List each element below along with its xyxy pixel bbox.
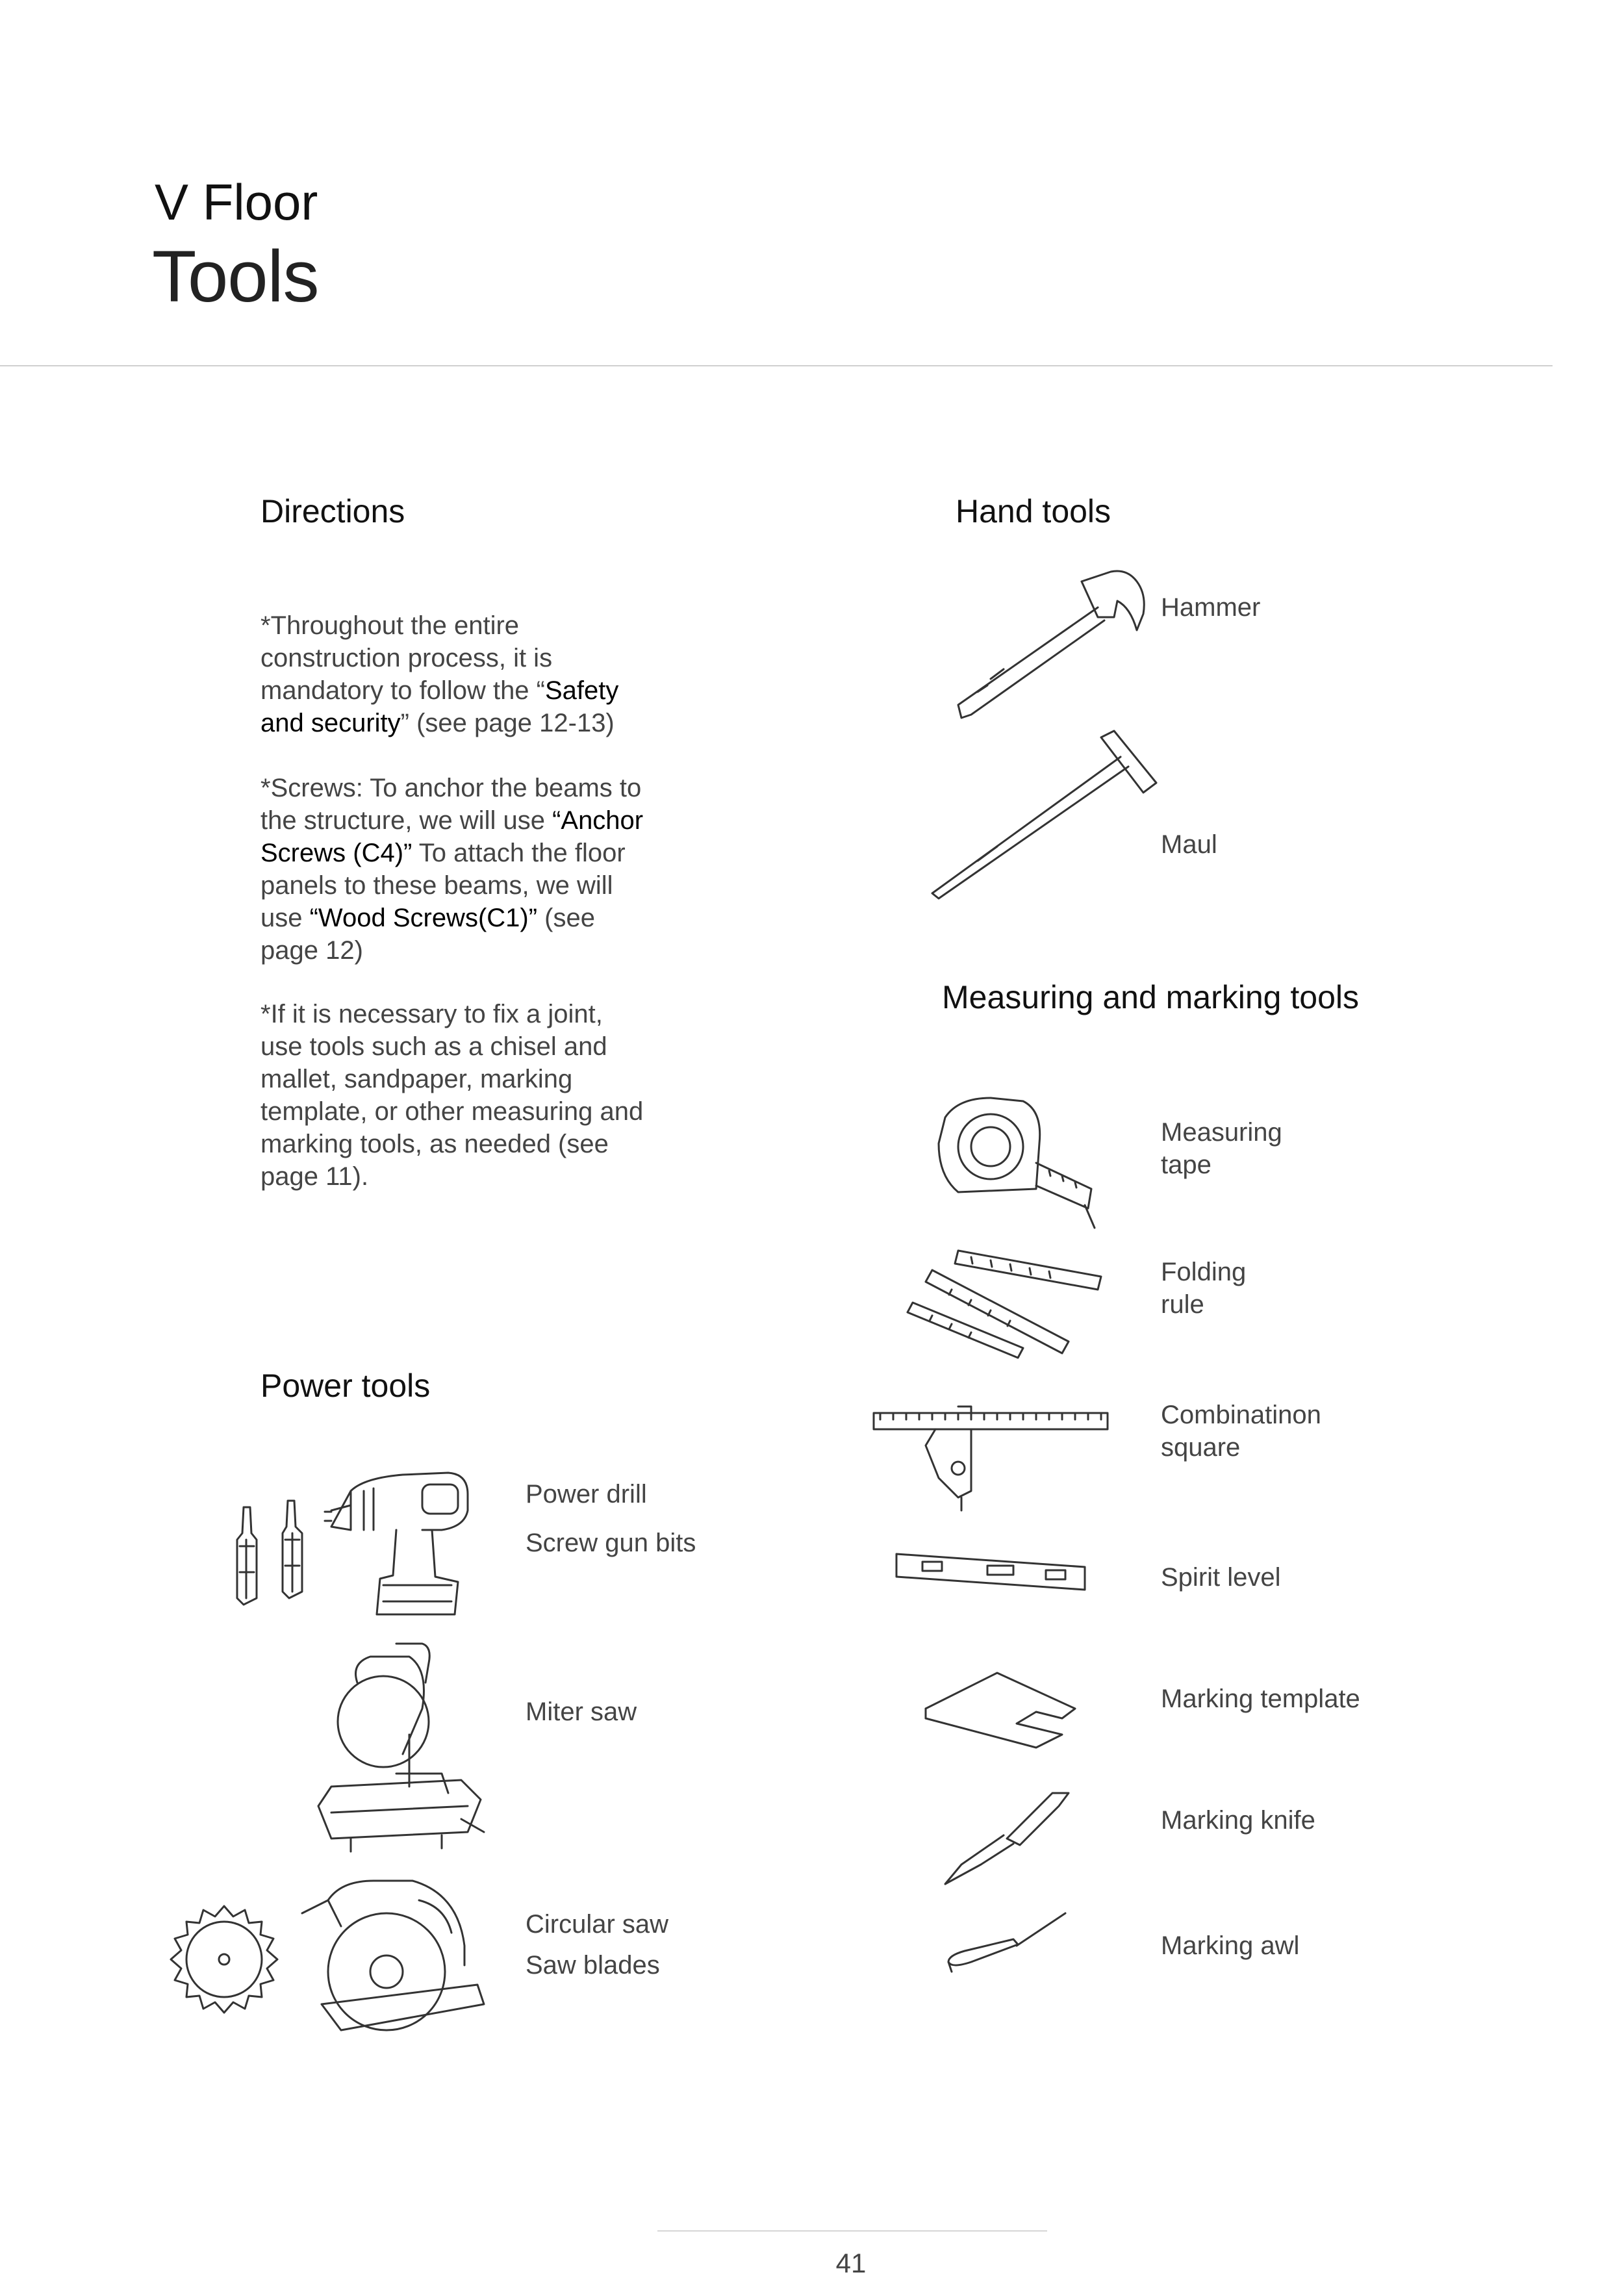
page-number: 41 (835, 2248, 867, 2278)
label-maul: Maul (1161, 830, 1217, 859)
circular-saw-icon (302, 1874, 484, 2037)
screw-bits-icon (231, 1501, 315, 1611)
page-title: Tools (152, 236, 319, 317)
directions-paragraph-3: *If it is necessary to fix a joint, use tools such as a chisel and mallet, sandpaper, marking template, or other measuring and marking tools, as needed (see page 11). (260, 1000, 644, 1191)
label-marking-awl: Marking awl (1161, 1931, 1300, 1960)
label-saw-blades: Saw blades (526, 1951, 660, 1980)
marking-template-icon (926, 1673, 1075, 1748)
chapter-title: V Floor (155, 173, 318, 231)
label-folding-rule: Folding rule (1161, 1258, 1247, 1319)
hammer-icon (952, 568, 1160, 724)
power-tools-heading: Power tools (260, 1368, 431, 1404)
power-drill-icon (325, 1465, 474, 1621)
marking-awl-icon (945, 1913, 1069, 1975)
miter-saw-icon (312, 1644, 487, 1852)
combination-square-icon (874, 1407, 1108, 1517)
label-miter-saw: Miter saw (526, 1698, 637, 1726)
directions-paragraph-1: *Throughout the entire construction process, it is mandatory to follow the “Safety and security” (see page 12-13) (260, 611, 619, 737)
label-spirit-level: Spirit level (1161, 1563, 1281, 1592)
label-power-drill: Power drill (526, 1480, 647, 1509)
label-marking-template: Marking template (1161, 1685, 1360, 1713)
measuring-heading: Measuring and marking tools (942, 979, 1359, 1015)
label-measuring-tape: Measuring tape (1161, 1118, 1282, 1179)
label-marking-knife: Marking knife (1161, 1806, 1315, 1835)
measuring-tape-icon (932, 1098, 1098, 1234)
label-combination-square: Combinatinon square (1161, 1401, 1321, 1462)
header-divider (0, 365, 1553, 366)
folding-rule-icon (906, 1244, 1101, 1358)
label-hammer: Hammer (1161, 593, 1261, 622)
label-circular-saw: Circular saw (526, 1910, 669, 1939)
maul-icon (926, 731, 1160, 900)
footer-divider (657, 2230, 1047, 2232)
marking-knife-icon (942, 1793, 1072, 1887)
directions-paragraph-2: *Screws: To anchor the beams to the structure, we will use “Anchor Screws (C4)” To attach the floor panels to these beams, we will use “Wood Screws(C1)” (see page 12) (260, 774, 644, 965)
label-screw-gun-bits: Screw gun bits (526, 1529, 696, 1557)
spirit-level-icon (896, 1554, 1085, 1593)
saw-blade-icon (166, 1903, 283, 2020)
directions-heading: Directions (260, 493, 405, 529)
hand-tools-heading: Hand tools (956, 493, 1111, 529)
